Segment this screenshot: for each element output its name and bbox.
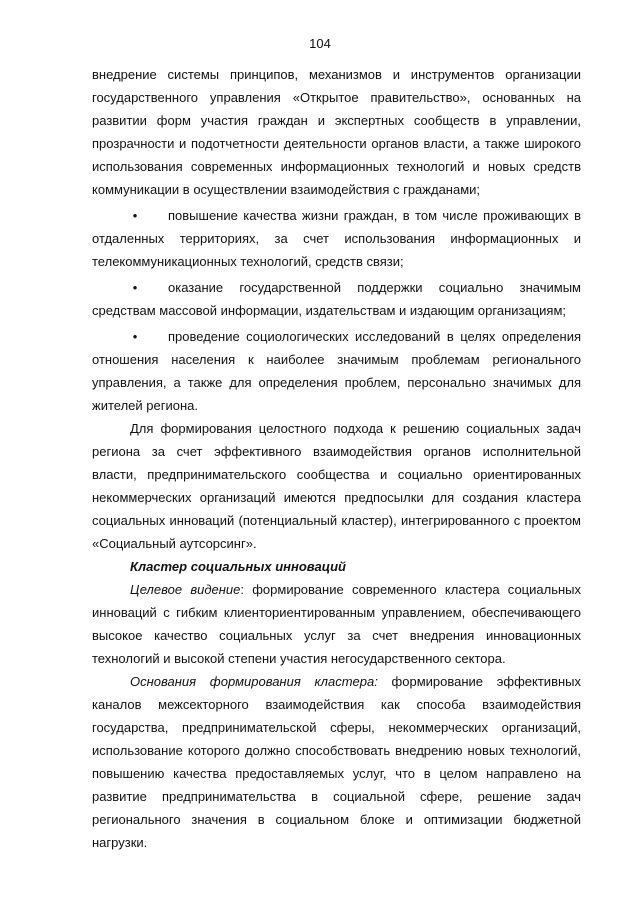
bullet-marker: • <box>132 329 138 344</box>
cluster-paragraph: Для формирования целостного подхода к решению социальных задач региона за счет эффективного взаимодействия органов исполнительной власти, предпринимательского сообщества и социально ориентированных некоммерческих организаций имеются предпосылки для создания кластера социальных инноваций (потенциальный кластер), интегрированного с проектом «Социальный аутсорсинг». <box>92 421 581 551</box>
basis-paragraph <box>92 670 581 854</box>
document-body <box>92 63 581 854</box>
intro-paragraph: внедрение системы принципов, механизмов и инструментов организации государственного управления «Открытое правительство», основанных на развитии форм участия граждан и экспертных сообществ в управлении, прозрачности и подотчетности деятельности органов власти, а также широкого использования современных информационных технологий и новых средств коммуникации в осуществлении взаимодействия с гражданами; <box>92 67 581 197</box>
basis-text: формирование эффективных каналов межсекторного взаимодействия как способа взаимодействия государства, предпринимательской сферы, некоммерческих организаций, использование которого должно способствовать внедрению новых технологий, повышению качества предоставляемых услуг, что в целом направлено на развитие предпринимательства в социальной сфере, решение задач регионального значения в социальном блоке и оптимизации бюджетной нагрузки. <box>92 674 581 850</box>
basis-label: Основания формирования кластера: <box>130 674 378 689</box>
bullet-marker: • <box>132 280 138 295</box>
bullet-text: повышение качества жизни граждан, в том числе проживающих в отдаленных территориях, за счет использования информационных и телекоммуникационных технологий, средств связи; <box>92 208 581 269</box>
bullet-item <box>92 276 581 322</box>
section-heading: Кластер социальных инноваций <box>130 559 346 574</box>
page-number: 104 <box>309 36 331 51</box>
bullet-item <box>92 325 581 417</box>
vision-paragraph <box>92 578 581 670</box>
bullet-marker: • <box>132 208 138 223</box>
bullet-text: оказание государственной поддержки социально значимым средствам массовой информации, издательствам и издающим организациям; <box>92 280 581 318</box>
bullet-text: проведение социологических исследований в целях определения отношения населения к наиболее значимым проблемам регионального управления, а также для определения проблем, персонально значимых для жителей региона. <box>92 329 581 413</box>
vision-text: : формирование современного кластера социальных инноваций с гибким клиенториентированным управлением, обеспечивающего высокое качество социальных услуг за счет внедрения инновационных технологий и высокой степени участия негосударственного сектора. <box>92 582 581 666</box>
bullet-item <box>92 204 581 273</box>
vision-label: Целевое видение <box>130 582 241 597</box>
